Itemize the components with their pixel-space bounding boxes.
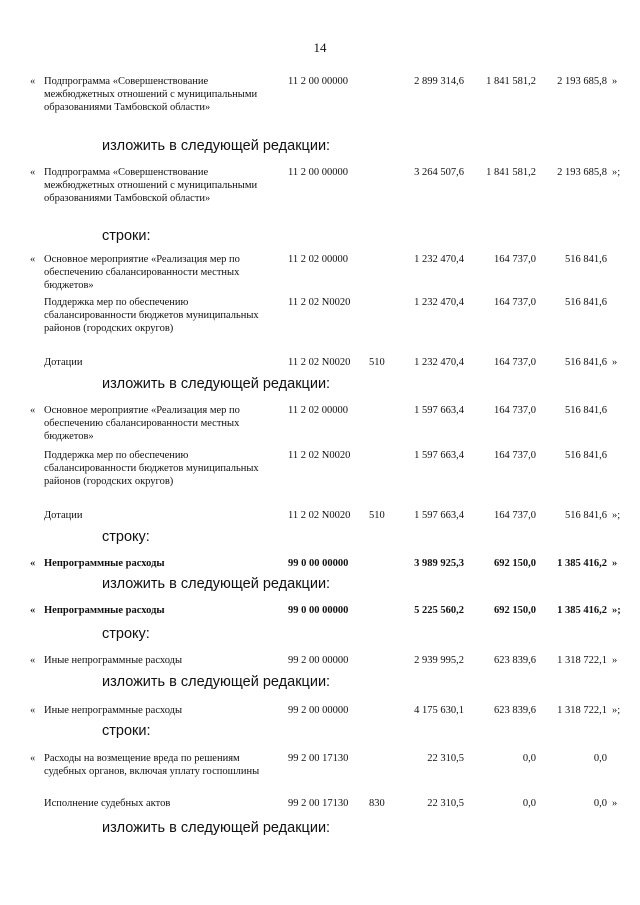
row-amount-1: 2 899 314,6 [414,76,464,87]
row-amount-3: 2 193 685,8 [557,76,607,87]
row-quote: « [30,167,36,178]
row-amount-1: 1 597 663,4 [414,510,464,521]
row-code: 99 2 00 00000 [288,655,349,666]
row-amount-2: 164 737,0 [494,405,536,416]
row-amount-1: 1 232 470,4 [414,357,464,368]
row-name: Поддержка мер по обеспечению сбалансированности бюджетов муниципальных районов (городских округов) [44,450,259,487]
instruction-text: строки: [102,723,151,739]
row-end-mark: » [612,357,618,368]
row-amount-2: 0,0 [522,798,536,809]
row-amount-2: 623 839,6 [494,705,536,716]
row-quote: « [30,405,36,416]
row-quote: « [30,254,36,265]
instruction-text: строки: [102,228,151,244]
row-amount-3: 516 841,6 [565,254,607,265]
row-amount-1: 5 225 560,2 [414,605,464,616]
row-amount-2: 0,0 [522,753,536,764]
row-amount-1: 3 989 925,3 [414,558,464,569]
row-amount-1: 1 597 663,4 [414,405,464,416]
row-quote: « [30,655,36,666]
row-amount-1: 22 310,5 [427,753,464,764]
row-name: Дотации [44,510,83,521]
row-amount-2: 164 737,0 [494,450,536,461]
row-end-mark: » [612,76,618,87]
row-code: 99 2 00 00000 [288,705,349,716]
row-quote: « [30,753,36,764]
row-name: Иные непрограммные расходы [44,655,183,666]
row-vr: 510 [369,357,385,368]
instruction-text: строку: [102,529,150,545]
row-end-mark: »; [612,605,621,616]
row-quote: « [30,558,36,569]
row-amount-1: 1 232 470,4 [414,254,464,265]
row-amount-2: 623 839,6 [494,655,536,666]
row-amount-3: 2 193 685,8 [557,167,607,178]
instruction-text: изложить в следующей редакции: [102,820,331,836]
row-amount-2: 164 737,0 [494,510,536,521]
row-code: 11 2 00 00000 [288,167,348,178]
row-end-mark: » [612,558,618,569]
row-name: Дотации [44,357,83,368]
row-vr: 830 [369,798,385,809]
row-amount-1: 3 264 507,6 [414,167,464,178]
row-quote: « [30,76,36,87]
row-quote: « [30,605,36,616]
row-amount-3: 1 385 416,2 [557,605,607,616]
row-amount-2: 692 150,0 [494,558,536,569]
row-amount-3: 0,0 [593,753,607,764]
row-name: Расходы на возмещение вреда по решениям судебных органов, включая уплату госпошлины [44,753,260,777]
row-amount-1: 2 939 995,2 [414,655,464,666]
row-name: Основное мероприятие «Реализация мер по обеспечению сбалансированности местных бюджетов» [44,405,240,442]
row-name: Непрограммные расходы [44,605,165,616]
row-amount-3: 1 318 722,1 [557,655,607,666]
row-amount-2: 1 841 581,2 [486,167,536,178]
row-code: 99 2 00 17130 [288,753,349,764]
row-name: Основное мероприятие «Реализация мер по обеспечению сбалансированности местных бюджетов» [44,254,240,291]
row-amount-3: 516 841,6 [565,357,607,368]
row-vr: 510 [369,510,385,521]
row-code: 11 2 02 N0020 [288,510,351,521]
row-code: 11 2 02 N0020 [288,297,351,308]
row-amount-2: 164 737,0 [494,357,536,368]
instruction-text: изложить в следующей редакции: [102,674,331,690]
row-name: Подпрограмма «Совершенствование межбюджетных отношений с муниципальными образованиями Тамбовской области» [44,167,258,204]
row-amount-1: 22 310,5 [427,798,464,809]
row-name: Подпрограмма «Совершенствование межбюджетных отношений с муниципальными образованиями Тамбовской области» [44,76,258,113]
row-code: 11 2 02 00000 [288,254,348,265]
row-amount-3: 1 385 416,2 [557,558,607,569]
row-end-mark: » [612,798,618,809]
instruction-text: изложить в следующей редакции: [102,376,331,392]
row-code: 99 0 00 00000 [288,558,349,569]
row-amount-2: 1 841 581,2 [486,76,536,87]
row-quote: « [30,705,36,716]
row-code: 11 2 02 N0020 [288,450,351,461]
row-amount-2: 692 150,0 [494,605,536,616]
row-amount-3: 516 841,6 [565,450,607,461]
row-end-mark: »; [612,167,621,178]
page-number: 14 [313,40,327,55]
row-name: Иные непрограммные расходы [44,705,183,716]
row-amount-3: 0,0 [593,798,607,809]
row-amount-3: 516 841,6 [565,297,607,308]
row-code: 11 2 02 00000 [288,405,348,416]
row-end-mark: »; [612,705,621,716]
row-name: Исполнение судебных актов [44,798,171,809]
row-amount-3: 516 841,6 [565,510,607,521]
row-amount-3: 516 841,6 [565,405,607,416]
row-amount-1: 4 175 630,1 [414,705,464,716]
row-amount-2: 164 737,0 [494,297,536,308]
instruction-text: изложить в следующей редакции: [102,138,331,154]
row-amount-1: 1 597 663,4 [414,450,464,461]
instruction-text: изложить в следующей редакции: [102,576,331,592]
row-amount-3: 1 318 722,1 [557,705,607,716]
row-code: 11 2 00 00000 [288,76,348,87]
row-amount-1: 1 232 470,4 [414,297,464,308]
row-amount-2: 164 737,0 [494,254,536,265]
row-code: 99 0 00 00000 [288,605,349,616]
row-code: 11 2 02 N0020 [288,357,351,368]
instruction-text: строку: [102,626,150,642]
row-end-mark: »; [612,510,621,521]
row-name: Поддержка мер по обеспечению сбалансированности бюджетов муниципальных районов (городских округов) [44,297,259,334]
row-code: 99 2 00 17130 [288,798,349,809]
row-name: Непрограммные расходы [44,558,165,569]
row-end-mark: » [612,655,618,666]
